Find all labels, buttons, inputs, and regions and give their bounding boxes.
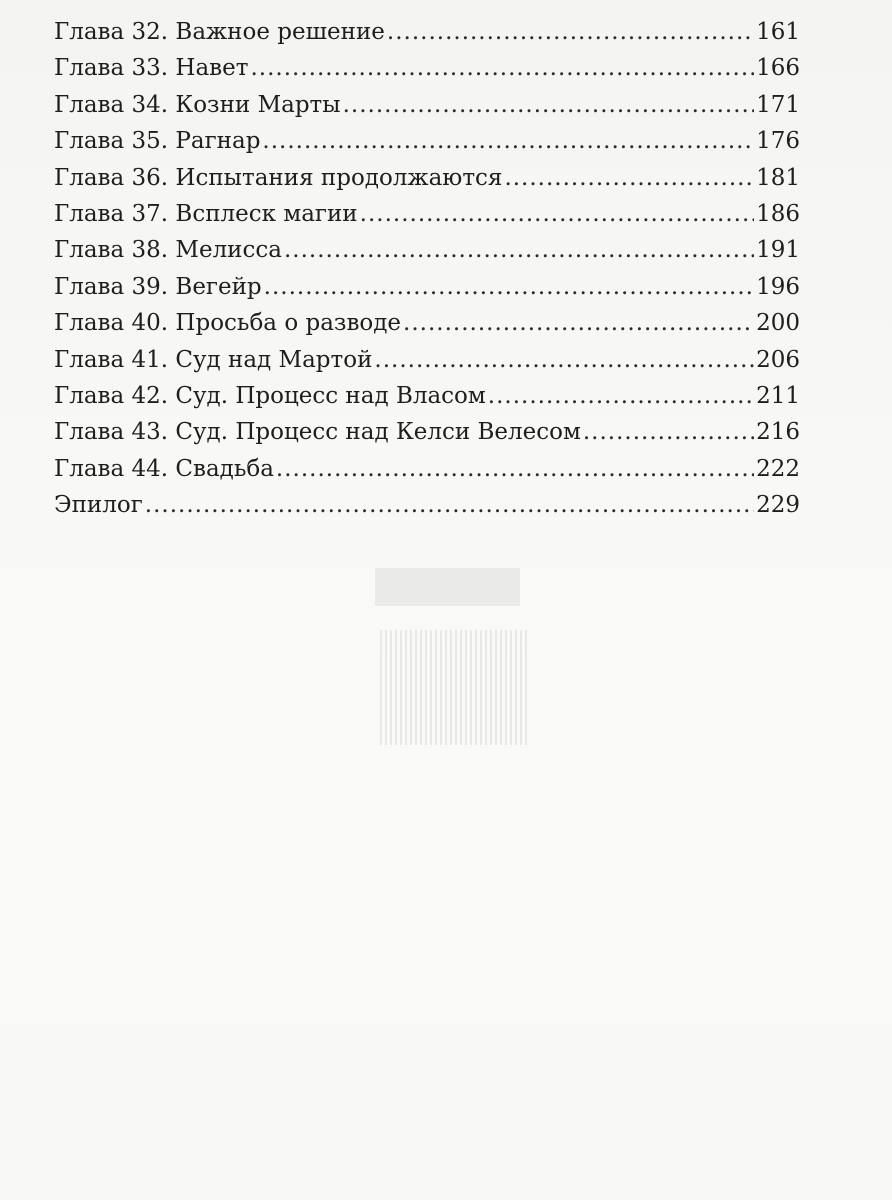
toc-entry-page: 161	[756, 19, 800, 45]
toc-leader-dots	[250, 50, 754, 86]
toc-entry[interactable]	[54, 487, 800, 523]
toc-entry-title: Глава 42. Суд. Процесс над Власом	[54, 382, 486, 409]
toc-entry-page: 222	[756, 455, 800, 482]
toc-entry[interactable]	[54, 123, 800, 159]
toc-entry-title: Глава 44. Свадьба	[54, 455, 274, 482]
toc-entry[interactable]	[54, 342, 800, 378]
toc-entry[interactable]	[54, 232, 800, 268]
toc-entry-page: 196	[756, 273, 800, 300]
toc-entry-title: Глава 34. Козни Марты	[54, 91, 341, 118]
toc-leader-dots	[583, 414, 754, 450]
toc-leader-dots	[387, 14, 754, 50]
toc-entry-page: 176	[756, 128, 800, 155]
toc-entry-page: 206	[756, 346, 800, 373]
toc-entry-page: 216	[756, 419, 800, 446]
toc-leader-dots	[145, 487, 754, 523]
toc-entry-title: Глава 38. Мелисса	[54, 237, 282, 264]
toc-entry-page: 181	[756, 164, 800, 191]
toc-leader-dots	[374, 342, 754, 378]
toc-entry[interactable]	[54, 50, 800, 86]
toc-entry-page: 186	[756, 200, 800, 227]
toc-leader-dots	[276, 451, 754, 487]
toc-entry[interactable]	[54, 269, 800, 305]
bleed-through-mark	[375, 568, 520, 606]
toc-entry[interactable]	[54, 14, 800, 50]
toc-entry[interactable]	[54, 451, 800, 487]
toc-entry[interactable]	[54, 196, 800, 232]
toc-entry-title: Глава 35. Рагнар	[54, 128, 261, 155]
toc-entry-page: 200	[756, 310, 800, 337]
toc-entry-title: Глава 43. Суд. Процесс над Келси Велесом	[54, 419, 581, 446]
toc-entry-title: Глава 41. Суд над Мартой	[54, 346, 373, 373]
toc-entry-title: Глава 37. Всплеск магии	[54, 200, 358, 227]
toc-entry-title: Глава 39. Вегейр	[54, 273, 262, 300]
toc-entry[interactable]	[54, 378, 800, 414]
toc-entry[interactable]	[54, 305, 800, 341]
toc-entry-title: Глава 36. Испытания продолжаются	[54, 164, 503, 191]
toc-leader-dots	[360, 196, 754, 232]
toc-entry-page: 171	[756, 91, 800, 118]
toc-entry[interactable]	[54, 160, 800, 196]
toc-leader-dots	[504, 160, 754, 196]
toc-leader-dots	[262, 123, 754, 159]
toc-entry[interactable]	[54, 414, 800, 450]
toc-entry-page: 191	[756, 237, 800, 264]
bleed-through-barcode	[380, 630, 530, 745]
toc-leader-dots	[264, 269, 754, 305]
toc-leader-dots	[403, 305, 754, 341]
toc-leader-dots	[284, 232, 754, 268]
table-of-contents	[54, 14, 800, 523]
toc-entry[interactable]	[54, 87, 800, 123]
toc-leader-dots	[488, 378, 754, 414]
toc-entry-title: Глава 40. Просьба о разводе	[54, 310, 402, 337]
toc-entry-page: 166	[756, 55, 800, 82]
toc-entry-title: Глава 32. Важное решение	[54, 19, 385, 45]
toc-entry-page: 229	[756, 492, 800, 519]
toc-entry-page: 211	[756, 382, 800, 409]
toc-entry-title: Глава 33. Навет	[54, 55, 249, 82]
toc-leader-dots	[343, 87, 755, 123]
toc-entry-title: Эпилог	[54, 492, 143, 519]
